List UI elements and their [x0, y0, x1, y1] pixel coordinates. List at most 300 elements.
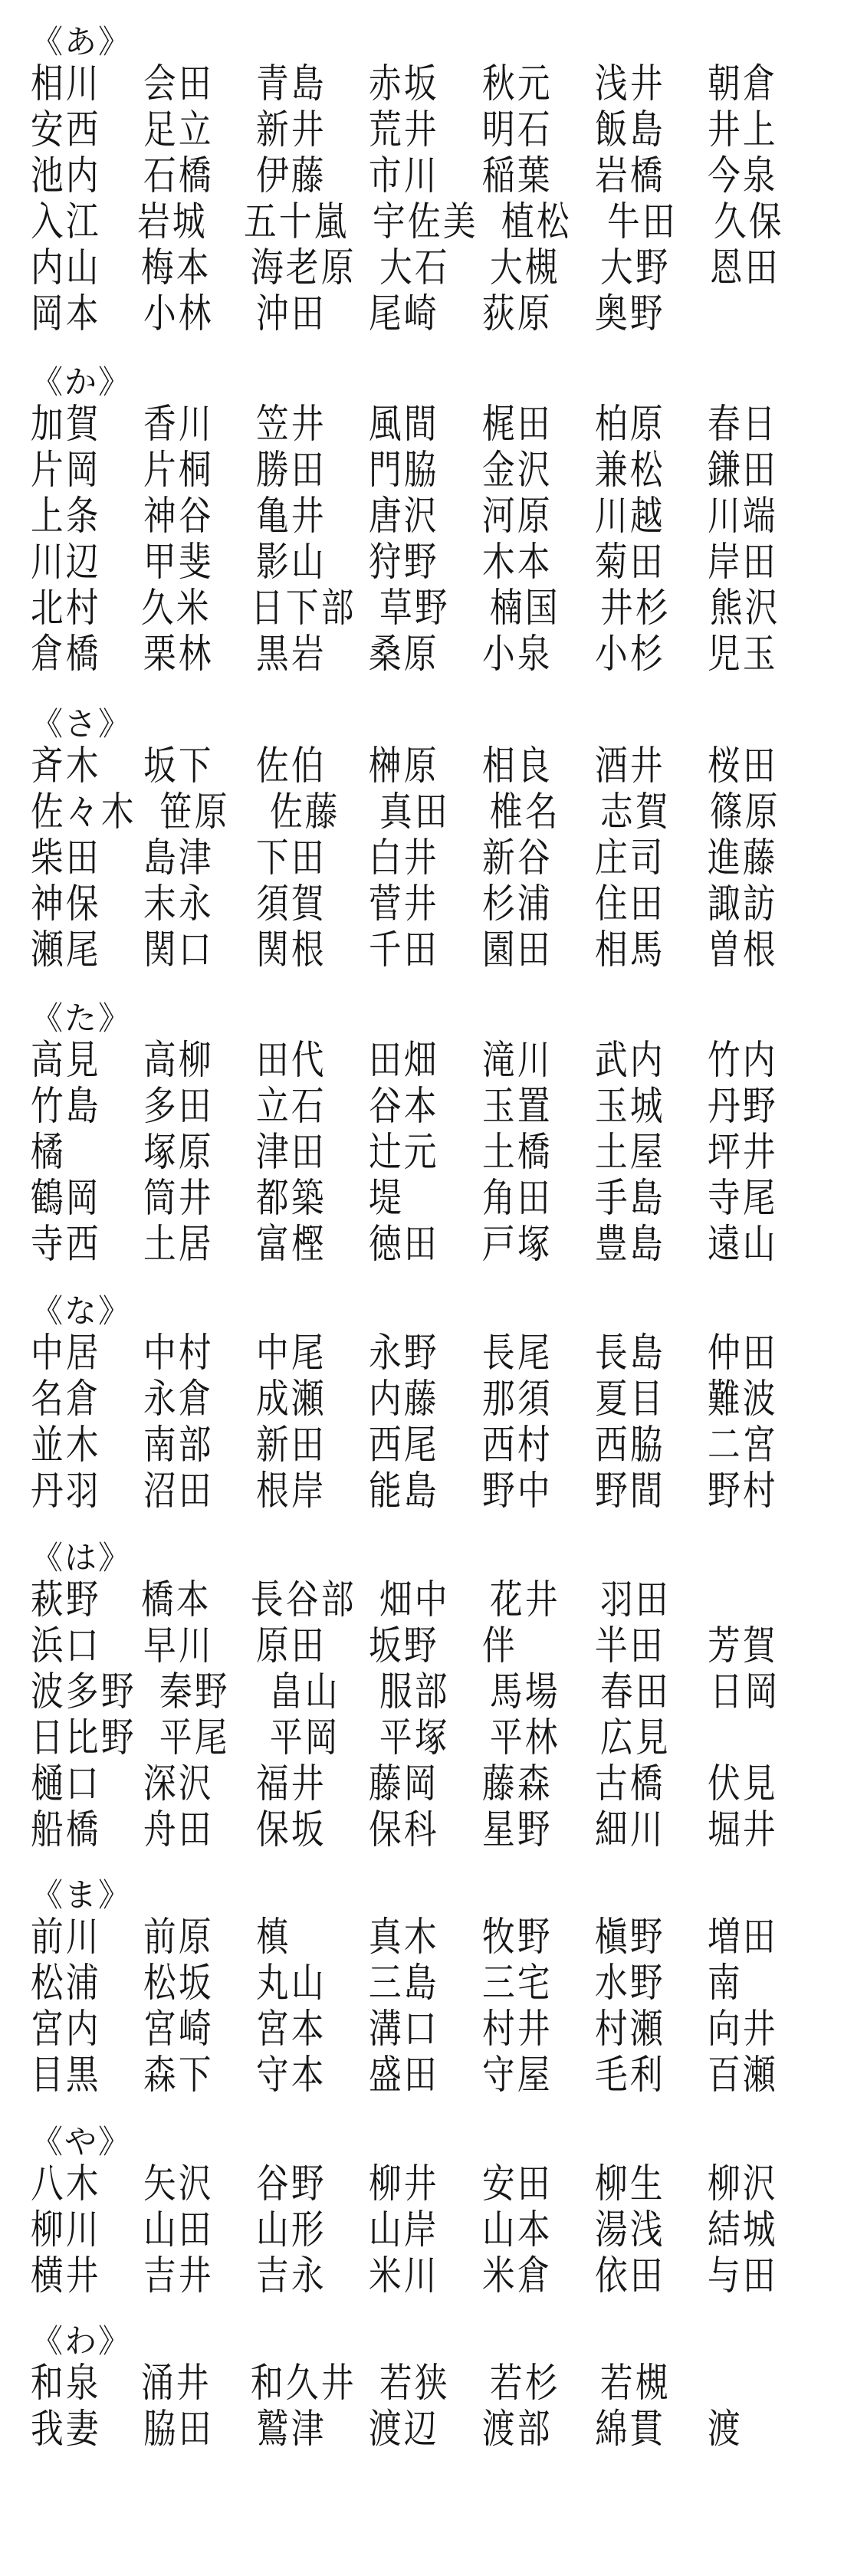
surname-seal — [710, 1577, 800, 1623]
kana-section — [31, 705, 820, 973]
surname-seal: 園田 — [481, 927, 553, 973]
surname-seal: 舟田 — [143, 1807, 214, 1853]
name-row — [31, 107, 820, 153]
surname-seal: 二宮 — [707, 1423, 778, 1468]
surname-seal: 羽田 — [599, 1577, 671, 1623]
surname-seal: 藤森 — [481, 1761, 553, 1807]
surname-seal: 牛田 — [607, 199, 678, 245]
surname-seal: 増田 — [707, 1915, 778, 1961]
surname-seal: 都築 — [256, 1176, 327, 1222]
name-row — [31, 1331, 820, 1377]
surname-seal: 結城 — [707, 2207, 778, 2253]
surname-seal: 椎名 — [489, 789, 560, 835]
surname-seal: 西村 — [481, 1423, 553, 1468]
surname-seal: 並木 — [31, 1423, 101, 1468]
surname-seal: 沼田 — [143, 1468, 214, 1514]
surname-seal: 白井 — [369, 835, 440, 881]
surname-seal: 目黒 — [31, 2053, 101, 2099]
surname-seal: 草野 — [379, 586, 451, 632]
name-row — [31, 1222, 820, 1268]
surname-seal: 玉置 — [481, 1084, 553, 1130]
surname-seal: 溝口 — [369, 2007, 440, 2053]
name-row — [31, 2207, 820, 2253]
surname-seal: 村井 — [481, 2007, 553, 2053]
surname-seal: 船橋 — [31, 1807, 101, 1853]
surname-seal: 菅井 — [369, 881, 440, 927]
surname-seal: 福井 — [256, 1761, 327, 1807]
surname-seal: 曽根 — [707, 927, 778, 973]
surname-seal: 内藤 — [369, 1377, 440, 1423]
surname-seal: 新田 — [256, 1423, 327, 1468]
surname-seal: 波多野 — [31, 1669, 136, 1715]
surname-seal: 丹羽 — [31, 1468, 101, 1514]
surname-seal: 平岡 — [269, 1715, 340, 1761]
surname-seal: 相川 — [31, 61, 101, 107]
surname-seal: 森下 — [143, 2053, 214, 2099]
surname-seal: 菊田 — [594, 540, 665, 586]
surname-seal: 栗林 — [143, 632, 214, 678]
kana-section — [31, 2123, 820, 2299]
name-row — [31, 1130, 820, 1176]
surname-seal: 梅本 — [140, 245, 212, 291]
surname-seal: 井上 — [707, 107, 778, 153]
kana-section — [31, 363, 820, 678]
name-row — [31, 881, 820, 927]
surname-seal: 松浦 — [31, 1961, 101, 2007]
surname-seal: 佐伯 — [256, 743, 327, 789]
surname-seal: 畑中 — [379, 1577, 451, 1623]
name-row — [31, 2361, 820, 2407]
surname-seal: 春田 — [599, 1669, 671, 1715]
surname-seal: 沖田 — [256, 291, 327, 337]
surname-seal: 荒井 — [369, 107, 440, 153]
section-title: 《さ》 — [31, 705, 133, 743]
surname-seal: 新谷 — [481, 835, 553, 881]
name-row — [31, 1807, 820, 1853]
surname-seal: 岸田 — [707, 540, 778, 586]
surname-seal: 関根 — [256, 927, 327, 973]
surname-seal: 竹島 — [31, 1084, 101, 1130]
surname-seal: 北村 — [31, 586, 101, 632]
name-row — [31, 1915, 820, 1961]
surname-seal: 久米 — [140, 586, 212, 632]
surname-seal: 長島 — [594, 1331, 665, 1377]
surname-seal: 涌井 — [140, 2361, 212, 2407]
surname-seal: 稲葉 — [481, 153, 553, 199]
surname-seal: 安田 — [481, 2161, 553, 2207]
surname-seal: 那須 — [481, 1377, 553, 1423]
surname-seal: 松坂 — [143, 1961, 214, 2007]
surname-seal: 寺尾 — [707, 1176, 778, 1222]
surname-seal: 平尾 — [159, 1715, 230, 1761]
surname-seal: 川越 — [594, 494, 665, 540]
surname-seal: 田代 — [256, 1038, 327, 1084]
surname-seal — [710, 1715, 800, 1761]
surname-seal: 奥野 — [594, 291, 665, 337]
surname-seal: 成瀬 — [256, 1377, 327, 1423]
surname-seal: 米川 — [369, 2253, 440, 2299]
name-row — [31, 789, 820, 835]
surname-seal: 野間 — [594, 1468, 665, 1514]
surname-seal: 篠原 — [710, 789, 781, 835]
surname-seal: 辻元 — [369, 1130, 440, 1176]
surname-seal: 細川 — [594, 1807, 665, 1853]
surname-seal: 畠山 — [269, 1669, 340, 1715]
surname-seal: 榊原 — [369, 743, 440, 789]
surname-seal: 谷本 — [369, 1084, 440, 1130]
surname-seal: 笠井 — [256, 402, 327, 448]
surname-seal: 笹原 — [159, 789, 230, 835]
surname-seal: 足立 — [143, 107, 214, 153]
section-title: 《や》 — [31, 2123, 133, 2161]
surname-seal: 片桐 — [143, 448, 214, 494]
surname-seal: 尾崎 — [369, 291, 440, 337]
surname-seal: 川辺 — [31, 540, 101, 586]
surname-seal: 馬場 — [489, 1669, 560, 1715]
surname-seal: 楠国 — [489, 586, 560, 632]
surname-seal: 荻原 — [481, 291, 553, 337]
surname-seal: 仲田 — [707, 1331, 778, 1377]
name-row — [31, 743, 820, 789]
surname-seal: 中村 — [143, 1331, 214, 1377]
surname-seal: 黒岩 — [256, 632, 327, 678]
surname-seal: 大槻 — [489, 245, 560, 291]
surname-seal: 服部 — [379, 1669, 451, 1715]
surname-seal: 丹野 — [707, 1084, 778, 1130]
surname-seal: 水野 — [594, 1961, 665, 2007]
surname-seal: 今泉 — [707, 153, 778, 199]
surname-seal: 土橋 — [481, 1130, 553, 1176]
surname-seal: 梶田 — [481, 402, 553, 448]
surname-seal: 原田 — [256, 1623, 327, 1669]
surname-seal: 山形 — [256, 2207, 327, 2253]
section-title: 《た》 — [31, 999, 133, 1037]
name-row — [31, 448, 820, 494]
surname-seal: 難波 — [707, 1377, 778, 1423]
surname-seal: 宮本 — [256, 2007, 327, 2053]
surname-seal: 諏訪 — [707, 881, 778, 927]
surname-seal: 玉城 — [594, 1084, 665, 1130]
surname-seal: 柳生 — [594, 2161, 665, 2207]
surname-seal: 柳沢 — [707, 2161, 778, 2207]
surname-seal: 我妻 — [31, 2407, 101, 2453]
surname-seal: 住田 — [594, 881, 665, 927]
surname-seal: 丸山 — [256, 1961, 327, 2007]
name-row — [31, 153, 820, 199]
surname-seal: 勝田 — [256, 448, 327, 494]
surname-seal: 瀬尾 — [31, 927, 101, 973]
surname-seal: 岩橋 — [594, 153, 665, 199]
name-row — [31, 1961, 820, 2007]
kana-section — [31, 999, 820, 1268]
surname-seal: 依田 — [594, 2253, 665, 2299]
surname-seal: 進藤 — [707, 835, 778, 881]
name-row — [31, 1176, 820, 1222]
surname-seal: 庄司 — [594, 835, 665, 881]
surname-seal: 柳井 — [369, 2161, 440, 2207]
name-row — [31, 1084, 820, 1130]
surname-seal: 土居 — [143, 1222, 214, 1268]
surname-seal: 児玉 — [707, 632, 778, 678]
surname-seal: 浜口 — [31, 1623, 101, 1669]
name-row — [31, 835, 820, 881]
name-row — [31, 2407, 820, 2453]
surname-seal: 若杉 — [489, 2361, 560, 2407]
surname-seal: 日下部 — [251, 586, 357, 632]
surname-seal: 斉木 — [31, 743, 101, 789]
surname-seal: 徳田 — [369, 1222, 440, 1268]
name-row — [31, 1377, 820, 1423]
name-row — [31, 2161, 820, 2207]
surname-seal: 竹内 — [707, 1038, 778, 1084]
surname-seal: 熊沢 — [710, 586, 781, 632]
surname-seal: 伊藤 — [256, 153, 327, 199]
kana-section — [31, 1876, 820, 2099]
surname-seal: 和久井 — [251, 2361, 357, 2407]
surname-seal: 牧野 — [481, 1915, 553, 1961]
surname-seal: 海老原 — [251, 245, 357, 291]
surname-seal: 川端 — [707, 494, 778, 540]
surname-seal: 半田 — [594, 1623, 665, 1669]
surname-seal: 上条 — [31, 494, 101, 540]
surname-seal: 風間 — [369, 402, 440, 448]
surname-seal: 久保 — [714, 199, 785, 245]
section-title: 《は》 — [31, 1539, 133, 1577]
surname-seal: 野中 — [481, 1468, 553, 1514]
surname-seal: 滝川 — [481, 1038, 553, 1084]
surname-seal: 樋口 — [31, 1761, 101, 1807]
surname-seal: 村瀬 — [594, 2007, 665, 2053]
surname-seal: 三宅 — [481, 1961, 553, 2007]
surname-seal: 守本 — [256, 2053, 327, 2099]
surname-seal: 新井 — [256, 107, 327, 153]
surname-seal: 根岸 — [256, 1468, 327, 1514]
surname-seal: 芳賀 — [707, 1623, 778, 1669]
surname-seal: 和泉 — [31, 2361, 101, 2407]
surname-seal: 相良 — [481, 743, 553, 789]
surname-seal: 狩野 — [369, 540, 440, 586]
surname-seal: 槙 — [256, 1915, 292, 1961]
surname-seal: 鷲津 — [256, 2407, 327, 2453]
surname-seal: 南 — [707, 1961, 743, 2007]
surname-seal: 兼松 — [594, 448, 665, 494]
surname-seal: 植松 — [501, 199, 572, 245]
surname-seal: 角田 — [481, 1176, 553, 1222]
surname-seal: 花井 — [489, 1577, 560, 1623]
name-row — [31, 2007, 820, 2053]
surname-seal: 宇佐美 — [372, 199, 478, 245]
surname-seal: 吉井 — [143, 2253, 214, 2299]
surname-seal: 古橋 — [594, 1761, 665, 1807]
surname-seal: 青島 — [256, 61, 327, 107]
surname-seal: 五十嵐 — [243, 199, 350, 245]
name-row — [31, 291, 820, 337]
surname-seal: 小林 — [143, 291, 214, 337]
surname-seal: 飯島 — [594, 107, 665, 153]
surname-seal: 山本 — [481, 2207, 553, 2253]
surname-seal: 柴田 — [31, 835, 101, 881]
surname-seal: 土屋 — [594, 1130, 665, 1176]
surname-seal: 渡辺 — [369, 2407, 440, 2453]
surname-seal: 真田 — [379, 789, 451, 835]
surname-seal — [708, 291, 800, 337]
name-row — [31, 494, 820, 540]
surname-seal: 加賀 — [31, 402, 101, 448]
surname-seal: 橘 — [31, 1130, 66, 1176]
surname-seal: 保科 — [369, 1807, 440, 1853]
surname-seal: 与田 — [707, 2253, 778, 2299]
surname-seal: 金沢 — [481, 448, 553, 494]
surname-seal: 会田 — [143, 61, 214, 107]
surname-seal: 末永 — [143, 881, 214, 927]
surname-seal: 小泉 — [481, 632, 553, 678]
name-row — [31, 2053, 820, 2099]
surname-seal: 星野 — [481, 1807, 553, 1853]
surname-seal: 南部 — [143, 1423, 214, 1468]
surname-seal: 日比野 — [31, 1715, 136, 1761]
surname-seal: 甲斐 — [143, 540, 214, 586]
section-title: 《ま》 — [31, 1876, 133, 1914]
surname-seal: 塚原 — [143, 1130, 214, 1176]
surname-seal: 前川 — [31, 1915, 101, 1961]
surname-seal: 山岸 — [369, 2207, 440, 2253]
surname-seal: 夏目 — [594, 1377, 665, 1423]
surname-seal: 大石 — [379, 245, 451, 291]
surname-seal: 百瀬 — [707, 2053, 778, 2099]
surname-seal: 伴 — [481, 1623, 517, 1669]
surname-seal: 寺西 — [31, 1222, 101, 1268]
surname-seal: 下田 — [256, 835, 327, 881]
surname-seal: 守屋 — [481, 2053, 553, 2099]
surname-seal: 矢沢 — [143, 2161, 214, 2207]
surname-seal: 秋元 — [481, 61, 553, 107]
name-row — [31, 1423, 820, 1468]
surname-seal: 浅井 — [594, 61, 665, 107]
surname-seal: 永野 — [369, 1331, 440, 1377]
section-title: 《あ》 — [31, 23, 133, 61]
surname-seal: 永倉 — [143, 1377, 214, 1423]
surname-seal: 綿貫 — [594, 2407, 665, 2453]
surname-seal: 盛田 — [369, 2053, 440, 2099]
surname-seal: 毛利 — [594, 2053, 665, 2099]
surname-seal: 若狭 — [379, 2361, 451, 2407]
surname-seal: 日岡 — [710, 1669, 781, 1715]
surname-seal: 関口 — [143, 927, 214, 973]
surname-seal: 武内 — [594, 1038, 665, 1084]
surname-seal: 池内 — [31, 153, 101, 199]
surname-seal: 千田 — [369, 927, 440, 973]
surname-seal: 中居 — [31, 1331, 101, 1377]
surname-seal: 朝倉 — [707, 61, 778, 107]
surname-seal: 香川 — [143, 402, 214, 448]
surname-seal: 坂野 — [369, 1623, 440, 1669]
name-row — [31, 1623, 820, 1669]
kana-section — [31, 23, 820, 337]
name-row — [31, 1468, 820, 1514]
surname-seal: 米倉 — [481, 2253, 553, 2299]
surname-seal: 河原 — [481, 494, 553, 540]
surname-seal: 唐沢 — [369, 494, 440, 540]
surname-seal: 吉永 — [256, 2253, 327, 2299]
surname-seal: 堤 — [369, 1176, 405, 1222]
surname-seal: 杉浦 — [481, 881, 553, 927]
surname-seal: 山田 — [143, 2207, 214, 2253]
section-title: 《わ》 — [31, 2322, 133, 2360]
surname-seal: 酒井 — [594, 743, 665, 789]
surname-seal: 岡本 — [31, 291, 101, 337]
section-title: 《か》 — [31, 363, 133, 401]
surname-seal: 渡 — [707, 2407, 743, 2453]
surname-seal: 中尾 — [256, 1331, 327, 1377]
seal-name-sheet — [31, 23, 820, 2453]
name-row — [31, 1038, 820, 1084]
surname-seal: 田畑 — [369, 1038, 440, 1084]
kana-section — [31, 1292, 820, 1514]
surname-seal: 坪井 — [707, 1130, 778, 1176]
kana-section — [31, 2322, 820, 2453]
surname-seal: 橋本 — [140, 1577, 212, 1623]
surname-seal: 鎌田 — [707, 448, 778, 494]
surname-seal: 井杉 — [599, 586, 671, 632]
surname-seal: 大野 — [599, 245, 671, 291]
surname-seal: 富樫 — [256, 1222, 327, 1268]
surname-seal: 長尾 — [481, 1331, 553, 1377]
surname-seal: 平林 — [489, 1715, 560, 1761]
surname-seal: 恩田 — [710, 245, 781, 291]
surname-seal: 春日 — [707, 402, 778, 448]
surname-seal: 能島 — [369, 1468, 440, 1514]
surname-seal: 筒井 — [143, 1176, 214, 1222]
surname-seal: 倉橋 — [31, 632, 101, 678]
surname-seal: 萩野 — [31, 1577, 101, 1623]
surname-seal: 門脇 — [369, 448, 440, 494]
surname-seal: 佐藤 — [269, 789, 340, 835]
surname-seal: 高見 — [31, 1038, 101, 1084]
surname-seal: 石橋 — [143, 153, 214, 199]
surname-seal: 宮崎 — [143, 2007, 214, 2053]
surname-seal: 桑原 — [369, 632, 440, 678]
surname-seal: 入江 — [31, 199, 101, 245]
name-row — [31, 199, 820, 245]
surname-seal: 神保 — [31, 881, 101, 927]
surname-seal: 小杉 — [594, 632, 665, 678]
surname-seal: 向井 — [707, 2007, 778, 2053]
surname-seal: 堀井 — [707, 1807, 778, 1853]
surname-seal: 前原 — [143, 1915, 214, 1961]
kana-section — [31, 1539, 820, 1853]
surname-seal: 片岡 — [31, 448, 101, 494]
surname-seal: 西尾 — [369, 1423, 440, 1468]
surname-seal: 八木 — [31, 2161, 101, 2207]
surname-seal: 槇野 — [594, 1915, 665, 1961]
surname-seal: 戸塚 — [481, 1222, 553, 1268]
surname-seal: 亀井 — [256, 494, 327, 540]
surname-seal: 保坂 — [256, 1807, 327, 1853]
surname-seal: 影山 — [256, 540, 327, 586]
surname-seal: 名倉 — [31, 1377, 101, 1423]
surname-seal: 志賀 — [599, 789, 671, 835]
surname-seal: 須賀 — [256, 881, 327, 927]
surname-seal: 平塚 — [379, 1715, 451, 1761]
surname-seal: 横井 — [31, 2253, 101, 2299]
surname-seal: 若槻 — [599, 2361, 671, 2407]
surname-seal: 西脇 — [594, 1423, 665, 1468]
name-row — [31, 1761, 820, 1807]
surname-seal: 伏見 — [707, 1761, 778, 1807]
name-row — [31, 1669, 820, 1715]
surname-seal: 宮内 — [31, 2007, 101, 2053]
surname-seal: 佐々木 — [31, 789, 136, 835]
